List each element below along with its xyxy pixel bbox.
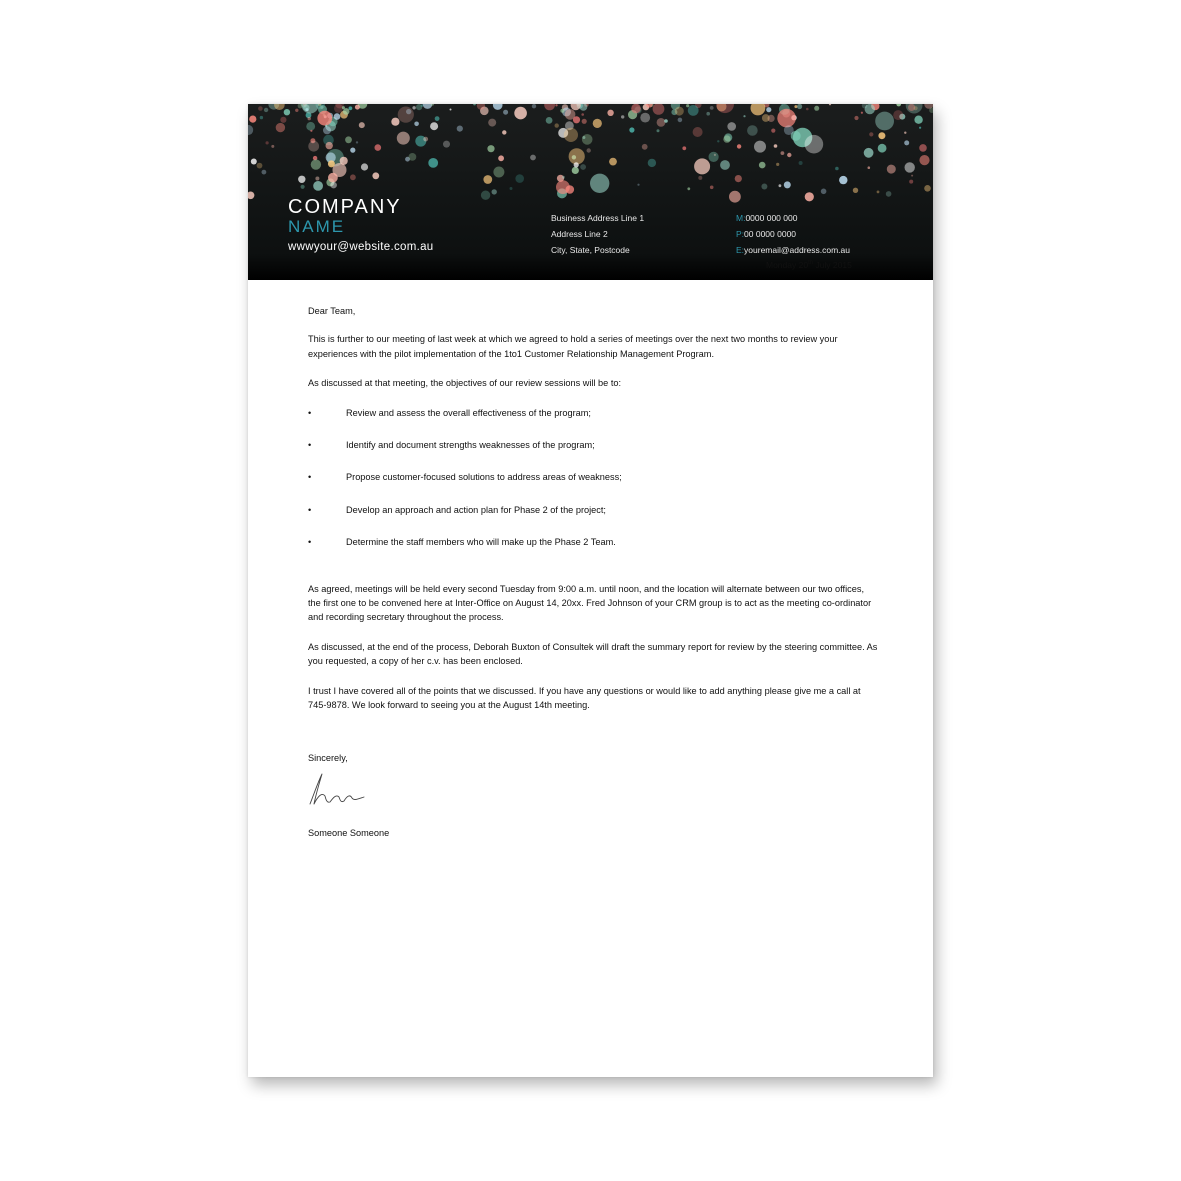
bokeh-light <box>328 173 338 183</box>
bokeh-light <box>710 186 714 190</box>
address-line-2: Address Line 2 <box>551 229 608 239</box>
bokeh-light <box>716 104 734 113</box>
bokeh-light <box>839 176 847 184</box>
bokeh-light <box>502 130 506 134</box>
bokeh-light <box>276 123 285 132</box>
bokeh-light <box>893 110 903 120</box>
bokeh-light <box>302 104 319 114</box>
bokeh-light <box>821 189 827 195</box>
bokeh-light <box>580 164 586 170</box>
paragraph-intro: This is further to our meeting of last week at which we agreed to hold a series of meetings over the next two months to review your experiences with the pilot implementation of the 1to1 Customer Relationship Management Program. <box>308 334 838 359</box>
bokeh-light <box>406 109 411 114</box>
bokeh-light <box>375 144 382 151</box>
bokeh-light <box>492 189 497 194</box>
contact-email-label: E: <box>736 245 745 255</box>
bokeh-light <box>710 106 714 110</box>
complimentary-close: Sincerely, <box>308 753 348 763</box>
bokeh-light <box>412 106 415 109</box>
list-item-text: Develop an approach and action plan for Phase 2 of the project; <box>346 504 606 515</box>
bokeh-light <box>308 141 319 152</box>
company-website: wwwyour@website.com.au <box>288 241 434 253</box>
letter-date <box>766 260 852 270</box>
bokeh-light <box>372 172 379 179</box>
bokeh-light <box>560 109 564 113</box>
bullet-marker: • <box>308 504 312 515</box>
bokeh-light <box>861 112 863 114</box>
list-item <box>308 438 878 470</box>
bokeh-light <box>687 187 690 190</box>
bokeh-light <box>797 104 802 109</box>
bokeh-light <box>774 144 778 148</box>
bokeh-light <box>609 158 617 166</box>
bokeh-light <box>572 167 579 174</box>
bokeh-light <box>414 122 419 127</box>
bokeh-light <box>607 110 613 116</box>
bokeh-light <box>794 105 797 108</box>
bokeh-light <box>743 115 745 117</box>
paragraph-schedule: As agreed, meetings will be held every second Tuesday from 9:00 a.m. until noon, and the location will alternate between our two offices, the first one to be convened here at Inter-Office on August 14, 20xx. Fred Johnson of your CRM group is to act as the meeting co-ordinator and recording secretary throughout the process. <box>308 583 872 623</box>
bokeh-light <box>493 167 504 178</box>
bokeh-light <box>706 112 710 116</box>
bokeh-light <box>251 159 257 165</box>
bokeh-light <box>698 176 702 180</box>
bokeh-light <box>280 117 286 123</box>
bokeh-light <box>503 110 508 115</box>
contact-phone-value: 00 0000 0000 <box>744 229 797 239</box>
bokeh-light <box>271 145 274 148</box>
bokeh-light <box>328 160 335 167</box>
contact-email-value: youremail@address.com.au <box>744 245 850 255</box>
bokeh-light <box>735 175 742 182</box>
handwritten-signature <box>304 770 374 810</box>
bokeh-light <box>562 176 565 179</box>
bokeh-light <box>569 148 585 164</box>
paragraph-report: As discussed, at the end of the process, Deborah Buxton of Consultek will draft the summary report for review by the steering committee. As you requested, a copy of her c.v. has been enclosed. <box>308 641 878 667</box>
bokeh-light <box>295 109 298 112</box>
signer-name: Someone Someone <box>308 828 390 838</box>
letter-body <box>308 304 878 712</box>
bokeh-light <box>835 167 839 171</box>
bokeh-light <box>515 174 524 183</box>
bokeh-light <box>657 118 666 127</box>
bokeh-light <box>727 122 736 131</box>
list-item <box>308 535 878 567</box>
bokeh-light <box>421 104 424 107</box>
bokeh-light <box>886 191 892 197</box>
bokeh-light <box>481 191 490 200</box>
bokeh-light <box>779 184 782 187</box>
bokeh-light <box>621 115 624 118</box>
bokeh-light <box>315 177 319 181</box>
bokeh-light <box>762 114 770 122</box>
bokeh-light <box>581 113 584 116</box>
bokeh-light <box>629 127 634 132</box>
bokeh-light <box>751 104 766 115</box>
list-item-text: Determine the staff members who will make up the Phase 2 Team. <box>346 537 616 548</box>
business-address <box>551 210 644 258</box>
date-ordinal: th <box>808 260 814 267</box>
bokeh-light <box>435 116 440 121</box>
bokeh-light <box>924 185 931 192</box>
bokeh-light <box>784 181 791 188</box>
objectives-list <box>308 406 878 568</box>
bokeh-light <box>904 140 909 145</box>
bokeh-light <box>342 106 345 109</box>
bokeh-light <box>582 134 593 145</box>
bokeh-light <box>717 140 719 142</box>
bokeh-light <box>754 141 766 153</box>
bokeh-light <box>640 113 650 123</box>
date-day: Monday 20 <box>766 260 809 270</box>
bokeh-light <box>343 108 350 115</box>
bokeh-light <box>483 175 492 184</box>
bokeh-light <box>313 181 323 191</box>
bokeh-light <box>266 141 269 144</box>
bokeh-light <box>334 113 341 120</box>
bokeh-light <box>805 192 814 201</box>
bokeh-light <box>686 104 689 107</box>
contact-mobile-value: 0000 000 000 <box>745 213 798 223</box>
bokeh-light <box>814 106 819 111</box>
bokeh-light <box>345 136 352 143</box>
bokeh-light <box>323 126 331 134</box>
bokeh-light <box>310 130 312 132</box>
list-item <box>308 470 878 502</box>
bokeh-light <box>693 127 703 137</box>
bokeh-light <box>428 158 438 168</box>
bokeh-light <box>766 107 771 112</box>
bokeh-light <box>875 112 894 131</box>
address-line-3: City, State, Postcode <box>551 245 630 255</box>
bokeh-light <box>284 109 290 115</box>
bullet-marker: • <box>308 407 312 418</box>
bokeh-light <box>430 122 438 130</box>
bokeh-light <box>688 105 699 116</box>
bokeh-light <box>829 104 831 105</box>
bokeh-light <box>301 185 305 189</box>
bokeh-light <box>642 144 648 150</box>
bokeh-light <box>350 148 355 153</box>
address-line-1: Business Address Line 1 <box>551 213 645 223</box>
bokeh-light <box>544 104 555 110</box>
bokeh-light <box>493 104 503 110</box>
bokeh-light <box>675 107 684 116</box>
bokeh-light <box>664 119 668 123</box>
bokeh-light <box>391 118 399 126</box>
bokeh-light <box>582 119 587 124</box>
bokeh-light <box>359 122 365 128</box>
bokeh-light <box>720 160 730 170</box>
bokeh-light <box>248 125 253 135</box>
bokeh-light <box>777 109 796 128</box>
bokeh-light <box>450 109 452 111</box>
bokeh-light <box>311 159 321 169</box>
bokeh-light <box>911 175 913 177</box>
bokeh-light <box>909 180 913 184</box>
bokeh-light <box>864 148 874 158</box>
bokeh-light <box>887 165 896 174</box>
bokeh-light <box>919 155 929 165</box>
bokeh-light <box>776 163 779 166</box>
bokeh-light <box>678 118 683 123</box>
bokeh-light <box>397 132 410 145</box>
bokeh-light <box>349 106 353 110</box>
bokeh-light <box>878 144 887 153</box>
letterhead-banner <box>248 104 933 280</box>
bokeh-light <box>260 116 263 119</box>
bokeh-light <box>306 122 315 131</box>
bokeh-light <box>571 104 581 110</box>
bokeh-light <box>514 107 527 120</box>
company-name-line2: NAME <box>288 217 346 236</box>
bokeh-light <box>631 104 641 113</box>
bokeh-light <box>498 155 504 161</box>
bokeh-light <box>443 141 450 148</box>
bullet-marker: • <box>308 440 312 451</box>
bokeh-light <box>648 159 656 167</box>
bokeh-light <box>423 137 428 142</box>
bokeh-light <box>262 170 267 175</box>
bokeh-light <box>308 117 311 120</box>
bokeh-light <box>729 191 741 203</box>
bokeh-light <box>361 163 368 170</box>
bokeh-light <box>356 141 358 143</box>
list-item-text: Identify and document strengths weaknesses of the program; <box>346 440 595 451</box>
bokeh-light <box>340 157 348 165</box>
company-name-line1: COMPANY <box>288 196 402 218</box>
bokeh-light <box>868 166 871 169</box>
bullet-marker: • <box>308 472 312 483</box>
contact-details <box>736 210 850 258</box>
bokeh-light <box>919 144 927 152</box>
bokeh-light <box>593 119 602 128</box>
contact-phone-label: P: <box>736 229 745 239</box>
salutation: Dear Team, <box>308 306 356 316</box>
bokeh-light <box>423 104 433 109</box>
date-month-year: July 2015 <box>813 260 852 270</box>
bokeh-light <box>249 116 256 123</box>
bokeh-light <box>350 174 356 180</box>
bokeh-light <box>317 111 332 126</box>
bokeh-light <box>330 182 337 189</box>
bokeh-light <box>694 158 710 174</box>
bokeh-light <box>657 129 660 132</box>
contact-mobile <box>736 210 850 226</box>
contact-phone <box>736 226 850 242</box>
bokeh-light <box>908 104 915 111</box>
contact-mobile-label: M: <box>736 213 746 223</box>
bokeh-light <box>865 104 875 114</box>
bokeh-light <box>334 104 343 113</box>
bokeh-light <box>555 123 559 127</box>
bokeh-light <box>530 155 536 161</box>
bokeh-light <box>723 135 730 142</box>
list-item <box>308 406 878 438</box>
bokeh-light <box>806 108 809 111</box>
bokeh-light <box>781 151 785 155</box>
bokeh-light <box>682 146 686 150</box>
bokeh-light <box>487 145 494 152</box>
bokeh-light <box>805 135 824 154</box>
bokeh-light <box>905 162 915 172</box>
bokeh-light <box>555 104 557 106</box>
bokeh-light <box>574 162 579 167</box>
bokeh-light <box>784 125 794 135</box>
bokeh-light <box>869 132 873 136</box>
bokeh-light <box>771 129 775 133</box>
paragraph-objectives: As discussed at that meeting, the objectives of our review sessions will be to: <box>308 378 622 389</box>
bokeh-light <box>878 132 885 139</box>
bokeh-light <box>473 104 476 105</box>
bokeh-light <box>637 184 639 186</box>
bokeh-light <box>587 148 591 152</box>
bokeh-light <box>853 188 858 193</box>
list-item <box>308 503 878 535</box>
list-item-text: Propose customer-focused solutions to address areas of weakness; <box>346 472 622 483</box>
bokeh-light <box>457 126 463 132</box>
bokeh-light <box>877 191 880 194</box>
bokeh-light <box>510 187 513 190</box>
bokeh-light <box>904 132 906 134</box>
bokeh-light <box>264 108 268 112</box>
bokeh-light <box>298 176 305 183</box>
bokeh-light <box>564 128 578 142</box>
bokeh-light <box>573 116 580 123</box>
bokeh-light <box>257 163 263 169</box>
bokeh-light <box>326 142 333 149</box>
bokeh-light <box>355 105 360 110</box>
paragraph-closing-remarks: I trust I have covered all of the points that we discussed. If you have any questions or would like to add anything please give me a call at 745-9878. We look forward to seeing you at the August 14th meeting. <box>308 685 861 711</box>
bokeh-light <box>896 104 901 106</box>
bokeh-light <box>248 192 254 200</box>
bokeh-light <box>590 174 609 193</box>
bokeh-light <box>653 104 665 115</box>
bokeh-light <box>919 127 921 129</box>
bokeh-light <box>532 104 536 108</box>
bokeh-light <box>258 106 263 111</box>
bokeh-light <box>787 153 791 157</box>
bokeh-light <box>761 184 767 190</box>
bokeh-light <box>747 125 758 136</box>
bokeh-light <box>488 119 496 127</box>
letter-page <box>248 104 933 1077</box>
bokeh-light <box>709 152 719 162</box>
bokeh-light <box>799 161 803 165</box>
bokeh-light <box>914 116 922 124</box>
bokeh-light <box>556 180 570 194</box>
bokeh-light <box>409 153 417 161</box>
bokeh-light <box>737 144 741 148</box>
bokeh-light <box>546 117 553 124</box>
contact-email <box>736 242 850 258</box>
bokeh-light <box>854 116 858 120</box>
list-item-text: Review and assess the overall effectiveness of the program; <box>346 407 591 418</box>
bokeh-light <box>398 107 414 123</box>
bokeh-light <box>759 162 766 169</box>
bullet-marker: • <box>308 537 312 548</box>
